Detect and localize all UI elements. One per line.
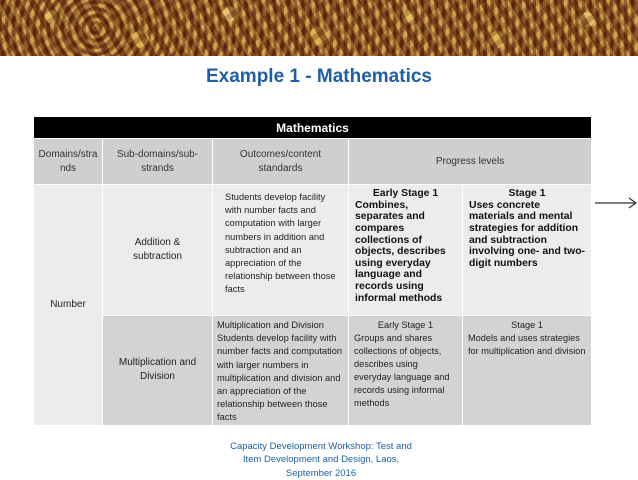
mathematics-table xyxy=(33,116,592,426)
footer-line: Capacity Development Workshop: Test and xyxy=(230,441,412,452)
col-subdomains: Sub-domains/sub-strands xyxy=(103,139,213,185)
outcome-cell xyxy=(213,316,349,426)
footer-line: Item Development and Design, Laos, xyxy=(242,454,400,466)
outcome-text: Students develop facility with number facts and computation with larger numbers in multiplication and division and an appreciation of the relationship between those facts xyxy=(217,333,343,423)
subdomain-cell: Multiplication and Division xyxy=(103,316,213,426)
level-heading: Stage 1 xyxy=(511,320,543,330)
subdomain-cell: Addition & subtraction xyxy=(103,185,213,316)
table-row xyxy=(34,316,592,426)
level-text: Groups and shares collections of objects, describes using everyday language and records using informal methods xyxy=(354,333,450,409)
col-domains: Domains/strands xyxy=(34,139,103,185)
stage-1-cell xyxy=(463,185,592,316)
level-heading: Stage 1 xyxy=(508,188,546,199)
domain-cell: Number xyxy=(34,185,103,426)
slide-title: Example 1 - Mathematics xyxy=(206,66,432,87)
footer-line: September 2016 xyxy=(285,467,357,479)
right-arrow-icon xyxy=(595,197,637,209)
decorative-banner xyxy=(0,0,638,56)
col-progress-levels: Progress levels xyxy=(349,139,592,185)
early-stage-1-cell xyxy=(349,185,463,316)
stage-1-cell xyxy=(463,316,592,426)
outcome-cell xyxy=(213,185,349,316)
outcome-heading: Multiplication and Division xyxy=(217,320,324,330)
level-text: Uses concrete materials and mental strategies for addition and subtraction involving one- and two-digit numbers xyxy=(469,199,586,269)
early-stage-1-cell xyxy=(349,316,463,426)
level-heading: Early Stage 1 xyxy=(377,320,434,330)
outcome-text: Students develop facility with number facts and computation with larger numbers in addition and subtraction and an appreciation of the relationship between those facts xyxy=(225,192,336,295)
col-outcomes: Outcomes/content standards xyxy=(213,139,349,185)
column-header-row xyxy=(34,139,592,185)
level-text: Combines, separates and compares collections of objects, describes using everyday language and records using informal methods xyxy=(355,199,446,304)
table-row xyxy=(34,185,592,316)
level-text: Models and uses strategies for multiplication and division xyxy=(468,333,586,357)
level-heading: Early Stage 1 xyxy=(372,188,439,199)
table-header: Mathematics xyxy=(34,117,592,139)
footer xyxy=(205,440,437,480)
